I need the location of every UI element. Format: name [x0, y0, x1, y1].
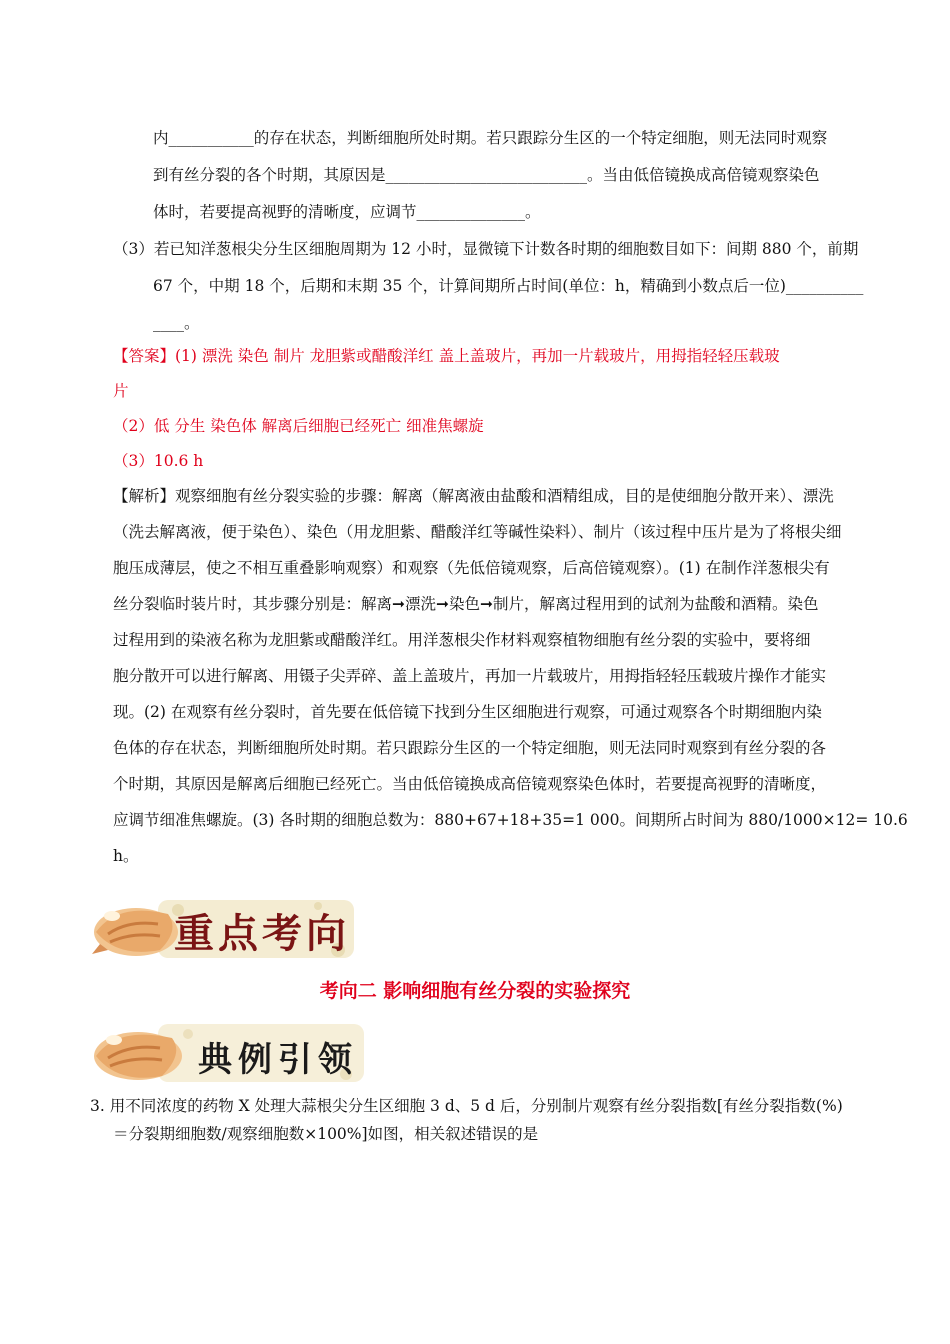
answer-line-1: 【答案】(1) 漂洗 染色 制片 龙胆紫或醋酸洋红 盖上盖玻片，再加一片载玻片，用拇指轻轻压载玻 — [113, 347, 780, 365]
q2-line-3: 体时，若要提高视野的清晰度，应调节______________。 — [153, 203, 541, 221]
q3-part-line-3: ____。 — [153, 314, 200, 332]
analysis-line-9: 个时期，其原因是解离后细胞已经死亡。当由低倍镜换成高倍镜观察染色体时，若要提高视野的清晰度， — [113, 775, 827, 793]
analysis-line-11: h。 — [113, 847, 139, 865]
q3-part-line-1: （3）若已知洋葱根尖分生区细胞周期为 12 小时，显微镜下计数各时期的细胞数目如下：间期 880 个，前期 — [113, 240, 859, 258]
question3-line-1: 3. 用不同浓度的药物 X 处理大蒜根尖分生区细胞 3 d、5 d 后，分别制片观察有丝分裂指数[有丝分裂指数(%) — [90, 1097, 843, 1115]
q2-line-2: 到有丝分裂的各个时期，其原因是__________________________。当由低倍镜换成高倍镜观察染色 — [153, 166, 820, 184]
analysis-line-3: 胞压成薄层，使之不相互重叠影响观察）和观察（先低倍镜观察，后高倍镜观察）。(1) 在制作洋葱根尖有 — [113, 559, 830, 577]
answer-line-3: （2）低 分生 染色体 解离后细胞已经死亡 细准焦螺旋 — [113, 417, 484, 435]
analysis-line-7: 现。(2) 在观察有丝分裂时，首先要在低倍镜下找到分生区细胞进行观察，可通过观察各个时期细胞内染 — [113, 703, 822, 721]
typical-example-title: 典例引领 — [198, 1040, 358, 1080]
seashell-icon — [92, 908, 178, 956]
seashell-icon — [94, 1032, 182, 1080]
analysis-line-4: 丝分裂临时装片时，其步骤分别是：解离➞漂洗➞染色➞制片，解离过程用到的试剂为盐酸和酒精。染色 — [113, 595, 819, 613]
key-direction-title: 重点考向 — [174, 910, 350, 957]
analysis-line-1: 【解析】观察细胞有丝分裂实验的步骤：解离（解离液由盐酸和酒精组成，目的是使细胞分散开来）、漂洗 — [113, 487, 834, 505]
typical-example-banner — [88, 1018, 368, 1088]
q3-part-line-2: 67 个，中期 18 个，后期和末期 35 个，计算间期所占时间(单位：h，精确到小数点后一位)__________ — [153, 277, 864, 295]
section-title: 考向二 影响细胞有丝分裂的实验探究 — [319, 980, 631, 1002]
analysis-line-10: 应调节细准焦螺旋。(3) 各时期的细胞总数为：880+67+18+35=1 000。间期所占时间为 880/1000×12= 10.6 — [113, 811, 908, 829]
answer-line-2: 片 — [113, 382, 129, 400]
answer-line-4: （3）10.6 h — [113, 452, 204, 470]
analysis-line-6: 胞分散开可以进行解离、用镊子尖弄碎、盖上盖玻片，再加一片载玻片，用拇指轻轻压载玻片操作才能实 — [113, 667, 827, 685]
q2-line-1: 内___________的存在状态，判断细胞所处时期。若只跟踪分生区的一个特定细胞，则无法同时观察 — [153, 129, 828, 147]
analysis-line-2: （洗去解离液，便于染色）、染色（用龙胆紫、醋酸洋红等碱性染料）、制片（该过程中压片是为了将根尖细 — [113, 523, 842, 541]
question3-line-2: ＝分裂期细胞数/观察细胞数×100%]如图，相关叙述错误的是 — [113, 1125, 539, 1143]
analysis-line-5: 过程用到的染液名称为龙胆紫或醋酸洋红。用洋葱根尖作材料观察植物细胞有丝分裂的实验中，要将细 — [113, 631, 811, 649]
analysis-line-8: 色体的存在状态，判断细胞所处时期。若只跟踪分生区的一个特定细胞，则无法同时观察到有丝分裂的各 — [113, 739, 827, 757]
key-direction-banner — [88, 890, 360, 966]
